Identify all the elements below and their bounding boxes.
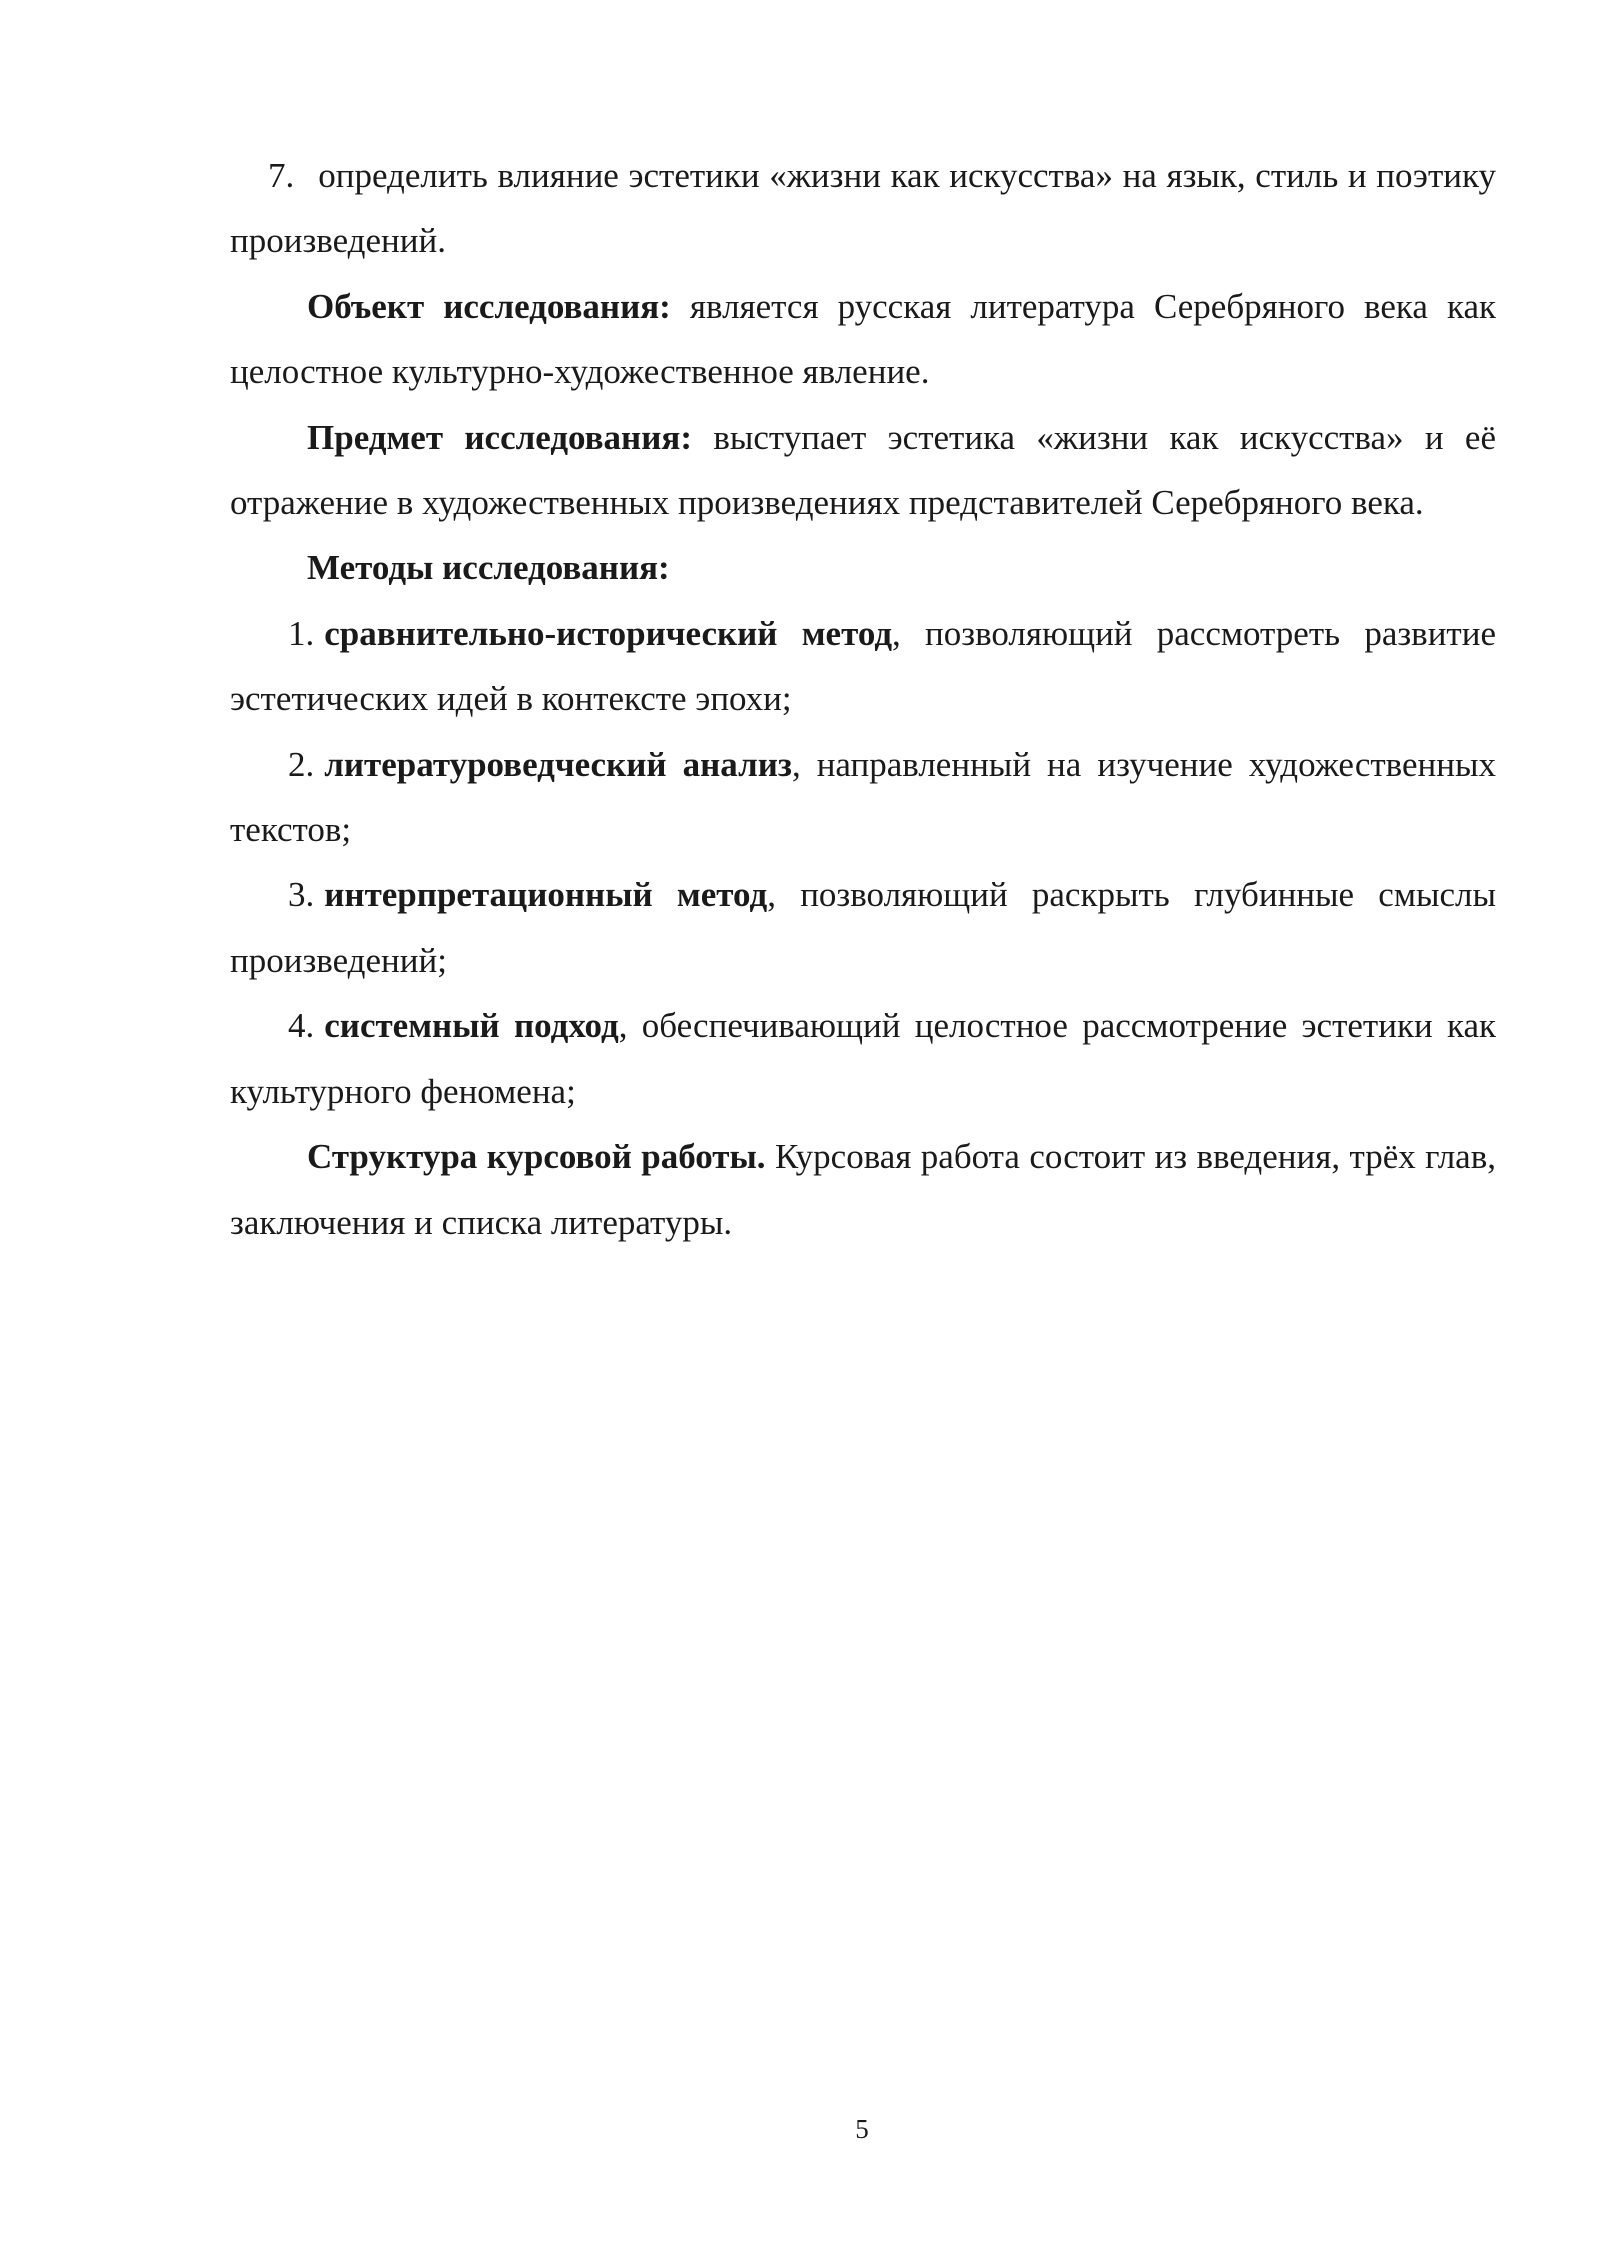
methods-heading-text: Методы исследования: (307, 548, 670, 588)
method-name: сравнительно-исторический метод (324, 613, 893, 653)
list-item-7 (230, 143, 1496, 274)
methods-heading (230, 535, 1496, 600)
subject-label: Предмет исследования: (307, 417, 692, 457)
list-number: 7. (268, 156, 295, 195)
method-description: , обеспечивающий целостное рассмотрение эстетики как культурного феномена; (230, 1006, 1496, 1111)
page-body (230, 143, 1496, 1255)
object-paragraph (230, 274, 1496, 405)
object-text: является русская литература Серебряного века как целостное культурно-художественное явление. (230, 286, 1496, 392)
list-number: 3. (288, 875, 315, 915)
structure-text: Курсовая работа состоит из введения, трёх глав, заключения и списка литературы. (230, 1137, 1496, 1242)
method-description: , позволяющий рассмотреть развитие эстетических идей в контексте эпохи; (230, 613, 1496, 719)
list-number: 2. (288, 744, 315, 784)
method-item-2 (230, 732, 1496, 863)
method-description: , направленный на изучение художественных текстов; (230, 744, 1496, 850)
structure-paragraph (230, 1124, 1496, 1255)
method-item-1 (230, 601, 1496, 732)
list-number: 4. (288, 1006, 315, 1046)
method-description: , позволяющий раскрыть глубинные смыслы произведений; (230, 875, 1496, 980)
list-number: 1. (288, 613, 315, 653)
subject-text: выступает эстетика «жизни как искусства» и её отражение в художественных произведениях представителей Серебряного века. (230, 417, 1496, 523)
method-item-3 (230, 862, 1496, 993)
method-item-4 (230, 993, 1496, 1124)
method-name: интерпретационный метод (324, 875, 768, 915)
structure-label: Структура курсовой работы. (307, 1137, 766, 1177)
method-name: системный подход (324, 1006, 619, 1046)
object-label: Объект исследования: (307, 286, 671, 326)
subject-paragraph (230, 405, 1496, 536)
method-name: литературоведческий анализ (324, 744, 792, 784)
page-number: 5 (855, 2114, 869, 2144)
list-item-text: определить влияние эстетики «жизни как искусства» на язык, стиль и поэтику произведений. (230, 156, 1496, 261)
